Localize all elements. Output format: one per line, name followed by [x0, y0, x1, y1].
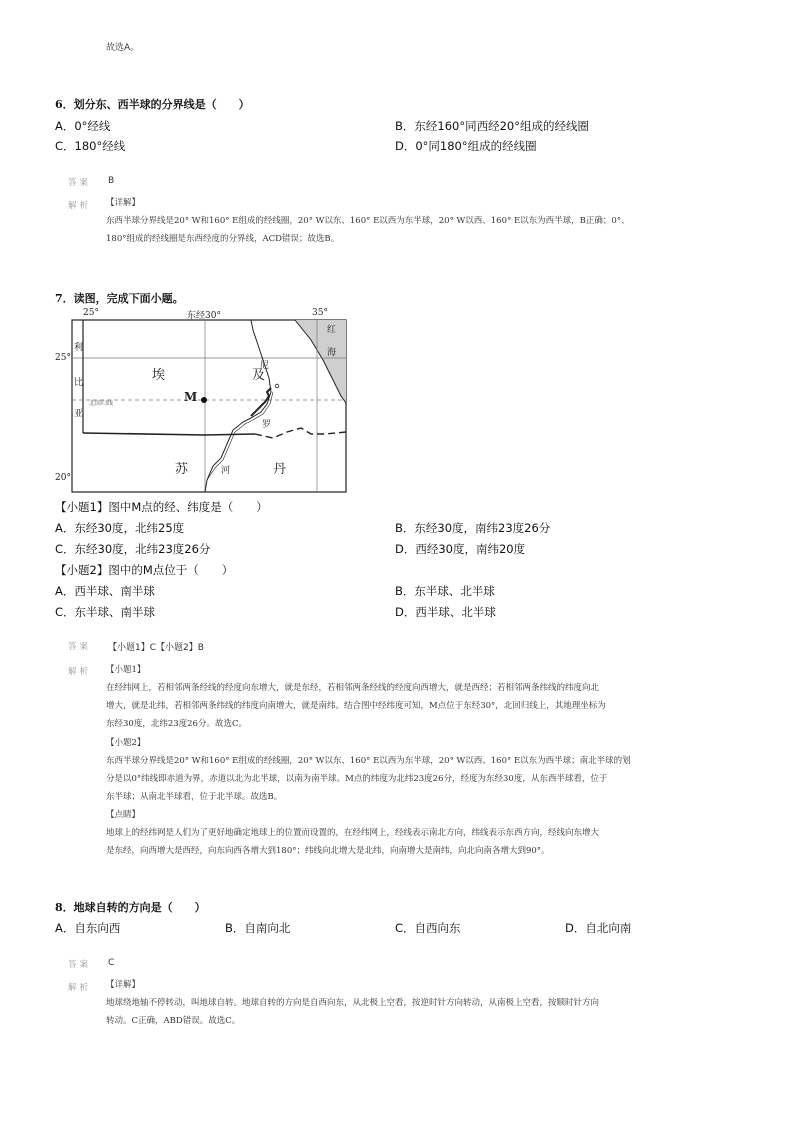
question-6-option-c: C．180°经线	[55, 139, 126, 153]
question-6-analysis-line-1: 东西半球分界线是20° W和160° E组成的经线圈，20° W以东、160° E以西为东半球，20° W以西、160° E以东为西半球，B正确；0°、	[106, 216, 630, 226]
sub-question-2-option-c: C．东半球、南半球	[55, 605, 156, 619]
question-6-option-d: D．0°同180°组成的经线圈	[395, 139, 537, 153]
question-6-analysis-label: 解析	[68, 201, 92, 211]
lon-label-25: 25°	[83, 308, 99, 318]
lon-label-30e: 东经30°	[187, 311, 221, 321]
question-8-analysis-line-2: 转动。C正确，ABD错误。故选C。	[106, 1016, 241, 1026]
question-7-analysis-2-line-1: 东西半球分界线是20° W和160° E组成的经线圈，20° W以东、160° E以西为东半球，20° W以西、160° E以东为西半球；南北半球的划	[106, 756, 631, 766]
question-7-analysis-1-line-3: 东经30度，北纬23度26分。故选C。	[106, 719, 247, 729]
question-6-option-b: B．东经160°同西经20°组成的经线圈	[395, 119, 589, 133]
egypt-char-2: 及	[252, 368, 266, 383]
tropic-label: 北回归线	[89, 400, 114, 407]
question-8-option-c: C．自西向东	[395, 921, 461, 935]
question-7-analysis-1-line-1: 在经纬网上，若相邻两条经线的经度向东增大，就是东经，若相邻两条经线的经度向西增大，就是西经；若相邻两条纬线的纬度向北	[106, 683, 600, 693]
sudan-char-1: 苏	[175, 462, 189, 477]
question-8-option-a: A．自东向西	[55, 921, 121, 935]
sub-question-1-option-c: C．东经30度，北纬23度26分	[55, 542, 211, 556]
question-8-stem: 8．地球自转的方向是（ ）	[55, 901, 206, 914]
sub-question-1-option-d: D．西经30度，南纬20度	[395, 542, 526, 556]
question-8-answer-label: 答案	[68, 960, 92, 970]
nile-char-2: 罗	[262, 420, 272, 430]
question-8-detail-tag: 【详解】	[106, 980, 141, 990]
sub-question-2-option-d: D．西半球、北半球	[395, 605, 496, 619]
sub-question-2-option-a: A．西半球、南半球	[55, 584, 155, 598]
sub-question-1-stem: 【小题1】图中M点的经、纬度是（ ）	[55, 500, 268, 514]
question-6-analysis-line-2: 180°组成的经线圈是东西经度的分界线，ACD错误；故选B。	[106, 234, 340, 244]
question-7-tip-tag: 【点睛】	[106, 810, 141, 820]
sub-question-1-option-a: A．东经30度，北纬25度	[55, 521, 185, 535]
question-8-option-d: D．自北向南	[565, 921, 632, 935]
question-7-analysis-1-line-2: 增大，就是北纬，若相邻两条纬线的纬度向南增大，就是南纬。结合图中经纬度可知，M点位于东经30°，北回归线上，其地理坐标为	[106, 701, 606, 711]
question-7-tag-1: 【小题1】	[106, 665, 146, 675]
nile-char-1: 尼	[260, 361, 270, 371]
question-7-answer-label: 答案	[68, 642, 92, 652]
question-6-answer: B	[108, 176, 115, 186]
question-7-tip-line-2: 是东经，向西增大是西经，向东向西各增大到180°；纬线向北增大是北纬，向南增大是南纬，向北向南各增大到90°。	[106, 846, 550, 856]
question-6-detail-tag: 【详解】	[106, 198, 141, 208]
lon-label-35: 35°	[312, 308, 328, 318]
point-m-label: M	[184, 390, 198, 404]
lat-label-20: 20°	[55, 473, 71, 483]
previous-answer-note: 故选A。	[106, 43, 140, 53]
point-m	[201, 397, 207, 403]
libya-char-3: 亚	[74, 409, 84, 419]
question-7-stem: 7．读图，完成下面小题。	[55, 292, 184, 305]
question-7-tag-2: 【小题2】	[106, 738, 146, 748]
question-7-answer: 【小题1】C【小题2】B	[108, 643, 204, 653]
question-8-answer: C	[108, 958, 115, 968]
question-7-analysis-2-line-2: 分是以0°纬线即赤道为界，赤道以北为北半球，以南为南半球。M点的纬度为北纬23度26分，经度为东经30度，从东西半球看，位于	[106, 774, 608, 784]
egypt-char-1: 埃	[152, 368, 166, 383]
libya-char-2: 比	[74, 378, 84, 388]
question-8-analysis-line-1: 地球绕地轴不停转动，叫地球自转。地球自转的方向是自西向东，从北极上空看，按逆时针方向转动，从南极上空看，按顺时针方向	[106, 998, 600, 1008]
lat-label-25: 25°	[55, 353, 71, 363]
sub-question-2-stem: 【小题2】图中的M点位于（ ）	[55, 563, 234, 577]
red-sea-char-2: 海	[327, 348, 337, 358]
libya-char-1: 利	[74, 343, 84, 353]
question-8-analysis-label: 解析	[68, 983, 92, 993]
question-8-option-b: B．自南向北	[225, 921, 291, 935]
egypt-sudan-map	[55, 308, 350, 496]
question-7-analysis-2-line-3: 东半球；从南北半球看，位于北半球。故选B。	[106, 792, 283, 802]
question-6-answer-label: 答案	[68, 178, 92, 188]
question-7-analysis-label: 解析	[68, 667, 92, 677]
question-6-option-a: A．0°经线	[55, 119, 111, 133]
question-6-stem: 6．划分东、西半球的分界线是（ ）	[55, 98, 250, 111]
sub-question-2-option-b: B．东半球、北半球	[395, 584, 495, 598]
sub-question-1-option-b: B．东经30度，南纬23度26分	[395, 521, 551, 535]
nile-char-3: 河	[221, 466, 231, 476]
question-7-tip-line-1: 地球上的经纬网是人们为了更好地确定地球上的位置而设置的，在经纬网上，经线表示南北方向，纬线表示东西方向，经线向东增大	[106, 828, 600, 838]
sudan-char-2: 丹	[273, 462, 287, 477]
red-sea-char-1: 红	[327, 325, 337, 335]
